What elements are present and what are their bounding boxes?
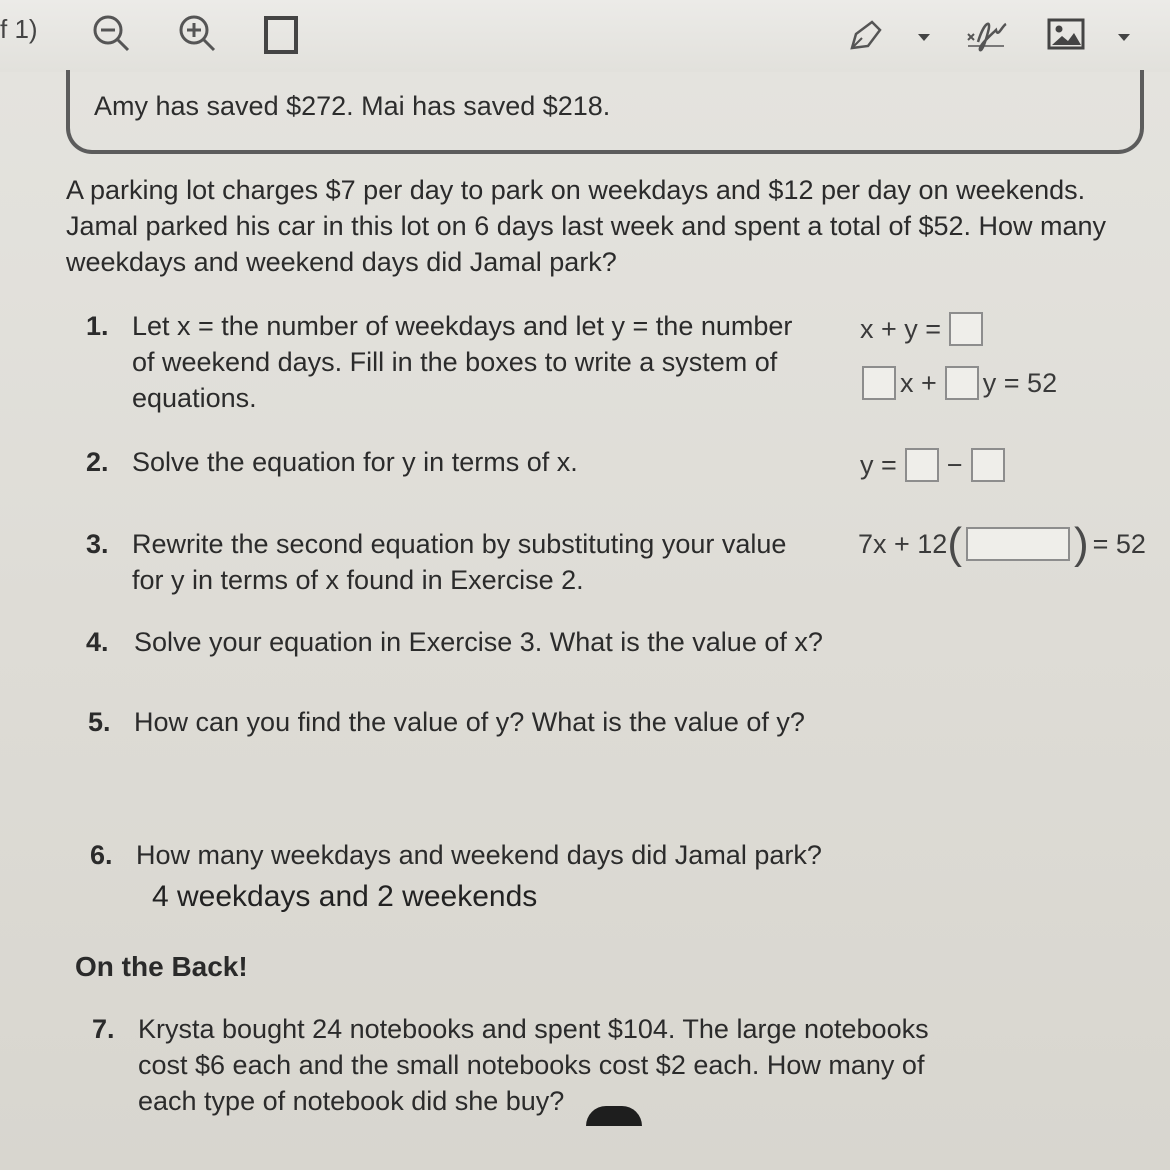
pen-tool-icon [846, 12, 890, 56]
question-line: Rewrite the second equation by substituting your value [132, 529, 787, 559]
equation-text: 7x + 12 [858, 528, 948, 559]
question-number: 6. [90, 840, 113, 870]
question-line: Solve the equation for y in terms of x. [132, 447, 578, 477]
question-number: 3. [86, 529, 109, 559]
equation-text: x + y = [860, 313, 942, 344]
answer-box-wide[interactable] [966, 527, 1070, 561]
equation-2 [862, 366, 1057, 400]
image-button[interactable] [1046, 8, 1086, 60]
zoom-in-button[interactable] [176, 8, 220, 60]
equation-text: x + [900, 367, 937, 398]
problem-intro [66, 172, 1126, 280]
question-line: How can you find the value of y? What is the value of y? [134, 707, 805, 737]
signature-icon [962, 12, 1010, 56]
page-view-icon [262, 12, 302, 56]
intro-line: Jamal parked his car in this lot on 6 days last week and spent a total of $52. How many [66, 211, 1107, 241]
question-line: equations. [132, 383, 257, 413]
close-paren: ) [1073, 519, 1089, 568]
equation-1 [860, 312, 983, 346]
image-dropdown-caret[interactable] [1118, 34, 1130, 41]
question-line: Krysta bought 24 notebooks and spent $104. The large notebooks [138, 1014, 929, 1044]
question-number: 1. [86, 311, 109, 341]
intro-line: weekdays and weekend days did Jamal park? [66, 247, 617, 277]
image-icon [1046, 16, 1086, 52]
question-line: of weekend days. Fill in the boxes to write a system of [132, 347, 778, 377]
answer-box[interactable] [949, 312, 983, 346]
zoom-in-icon [176, 12, 220, 56]
question-line: Solve your equation in Exercise 3. What is the value of x? [134, 627, 823, 657]
question-number: 2. [86, 447, 109, 477]
callout-text: Amy has saved $272. Mai has saved $218. [94, 91, 611, 121]
question-number: 7. [92, 1014, 115, 1044]
viewer-toolbar [0, 0, 1170, 73]
page-view-button[interactable] [262, 8, 302, 60]
question-line: for y in terms of x found in Exercise 2. [132, 565, 584, 595]
minus-sign: − [946, 449, 963, 480]
question-line: Let x = the number of weekdays and let y = the number [132, 311, 793, 341]
question-number: 5. [88, 707, 111, 737]
question-number: 4. [86, 627, 109, 657]
question-line: cost $6 each and the small notebooks cost $2 each. How many of [138, 1050, 925, 1080]
answer-box[interactable] [971, 448, 1005, 482]
zoom-out-icon [90, 12, 134, 56]
equation-3 [860, 448, 1005, 482]
open-paren: ( [947, 519, 962, 568]
answer-6[interactable]: 4 weekdays and 2 weekends [152, 880, 538, 913]
cursor-shadow [586, 1106, 642, 1126]
on-the-back-heading: On the Back! [75, 951, 248, 982]
question-line: How many weekdays and weekend days did Jamal park? [136, 840, 822, 870]
pen-dropdown-caret[interactable] [918, 34, 930, 41]
answer-box[interactable] [905, 448, 939, 482]
intro-line: A parking lot charges $7 per day to park on weekdays and $12 per day on weekends. [66, 175, 1086, 205]
pen-tool-button[interactable] [846, 8, 890, 60]
page-indicator: f 1) [0, 14, 38, 44]
equation-text: y = 52 [982, 367, 1058, 398]
answer-box[interactable] [945, 366, 979, 400]
zoom-out-button[interactable] [90, 8, 134, 60]
equation-text: = 52 [1092, 528, 1146, 559]
question-line: each type of notebook did she buy? [138, 1086, 565, 1116]
signature-button[interactable] [962, 8, 1010, 60]
equation-text: y = [860, 449, 897, 480]
equation-4 [858, 519, 1146, 568]
answer-box[interactable] [862, 366, 896, 400]
